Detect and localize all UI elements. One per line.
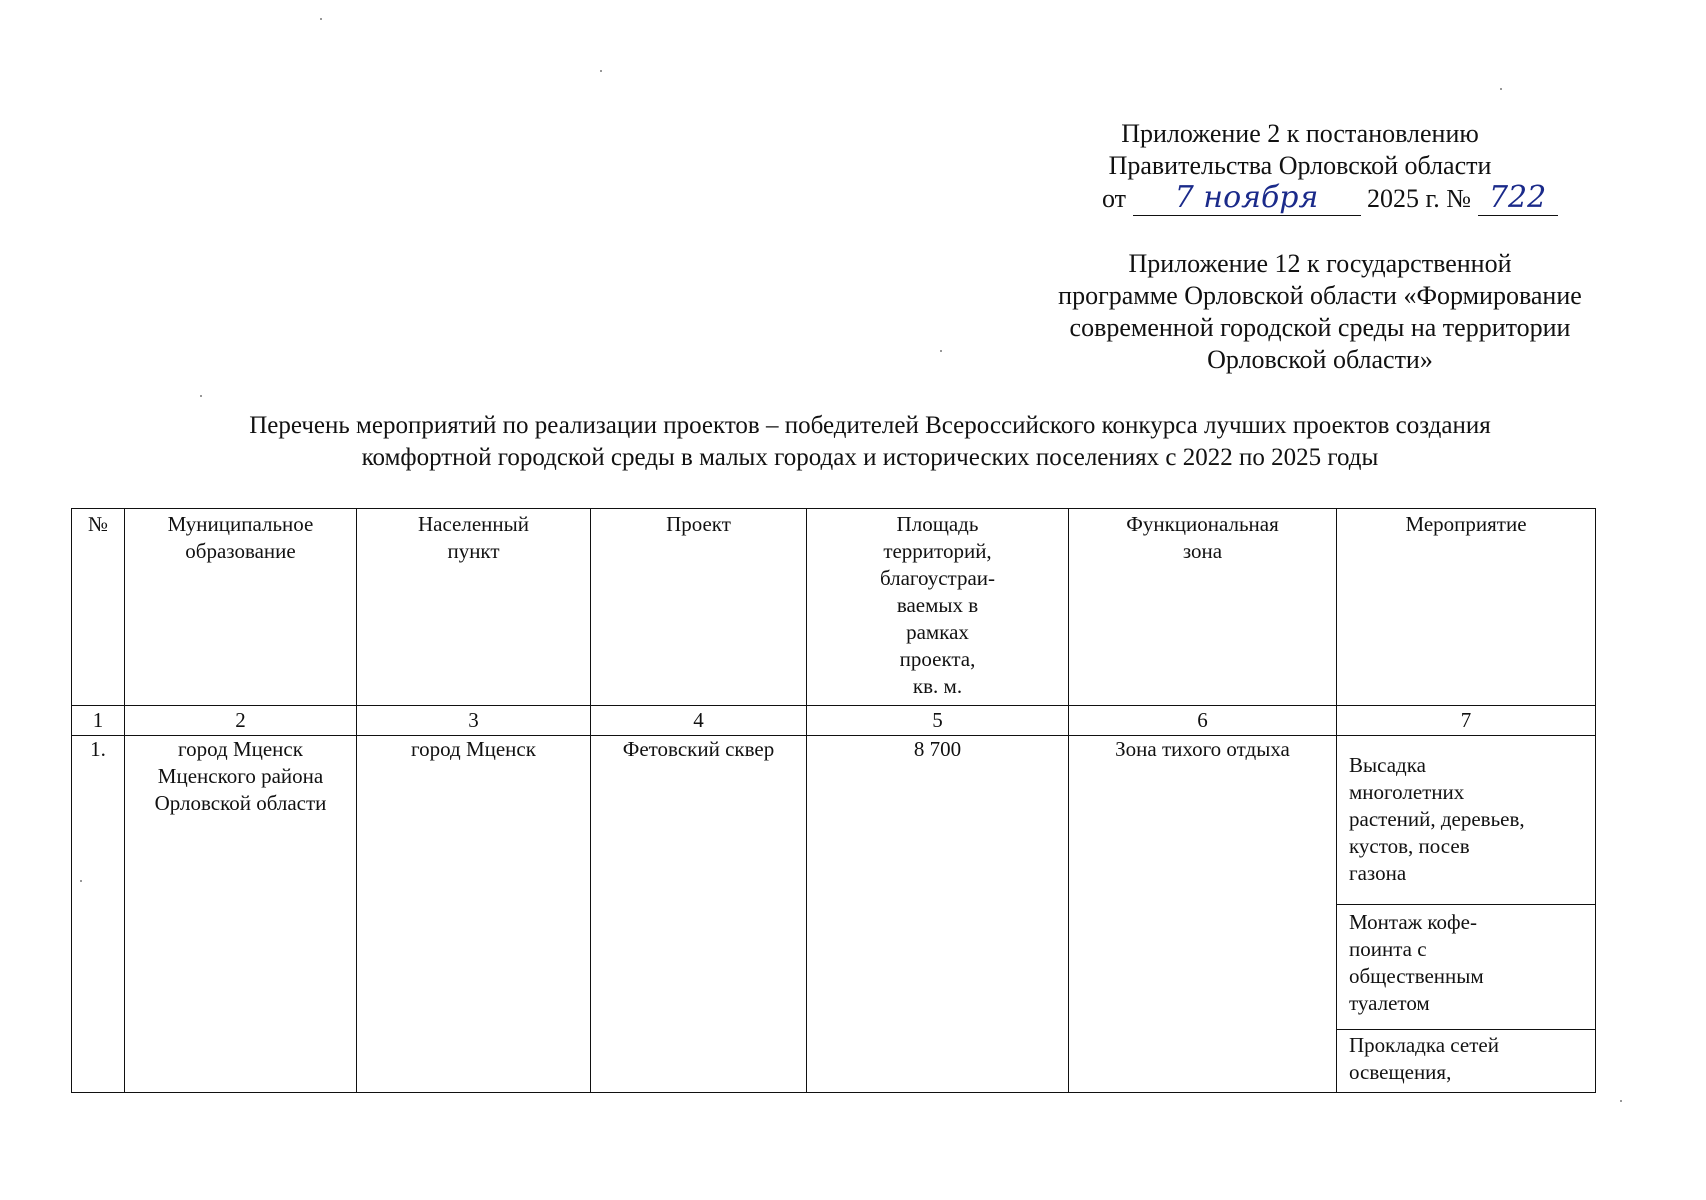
scan-speck bbox=[80, 880, 82, 882]
scan-speck bbox=[940, 350, 942, 352]
column-number: 5 bbox=[807, 706, 1069, 736]
column-number: 2 bbox=[125, 706, 357, 736]
handwritten-date: 7 ноября bbox=[1174, 180, 1319, 215]
appendix12-line3: современной городской среды на территории bbox=[1069, 313, 1571, 342]
header-zone: Функциональная зона bbox=[1069, 509, 1337, 706]
header-settlement: Населенный пункт bbox=[357, 509, 591, 706]
appendix2-date-line bbox=[1080, 180, 1547, 216]
header-activity: Мероприятие bbox=[1337, 509, 1596, 706]
row-settlement: город Мценск bbox=[357, 736, 591, 1093]
document-title bbox=[140, 410, 1600, 474]
row-municipality: город Мценск Мценского района Орловской области bbox=[125, 736, 357, 1093]
scan-speck bbox=[600, 70, 602, 72]
scan-speck bbox=[1620, 1100, 1622, 1102]
appendix2-line1: Приложение 2 к постановлению bbox=[1121, 119, 1479, 148]
table-header-row bbox=[72, 509, 1596, 706]
header-num: № bbox=[72, 509, 125, 706]
header-area: Площадь территорий, благоустраи- ваемых в рамках проекта, кв. м. bbox=[807, 509, 1069, 706]
column-number-row bbox=[72, 706, 1596, 736]
appendix12-line2: программе Орловской области «Формирование bbox=[1058, 281, 1582, 310]
appendix12-line4: Орловской области» bbox=[1207, 345, 1433, 374]
activity-planting: Высадка многолетних растений, деревьев, кустов, посев газона bbox=[1337, 736, 1596, 905]
activity-lighting: Прокладка сетей освещения, bbox=[1337, 1030, 1596, 1093]
column-number: 1 bbox=[72, 706, 125, 736]
row-num: 1. bbox=[72, 736, 125, 1093]
row-area: 8 700 bbox=[807, 736, 1069, 1093]
activity-coffee-point: Монтаж кофе- поинта с общественным туалетом bbox=[1337, 905, 1596, 1030]
appendix12-line1: Приложение 12 к государственной bbox=[1128, 249, 1512, 278]
document-title-line1: Перечень мероприятий по реализации проектов – победителей Всероссийского конкурса лучших проектов создания bbox=[249, 412, 1491, 439]
header-project: Проект bbox=[591, 509, 807, 706]
handwritten-number: 722 bbox=[1488, 180, 1547, 215]
column-number: 6 bbox=[1069, 706, 1337, 736]
scan-speck bbox=[320, 18, 322, 20]
document-title-line2: комфортной городской среды в малых городах и исторических поселениях с 2022 по 2025 годы bbox=[361, 444, 1379, 471]
column-number: 7 bbox=[1337, 706, 1596, 736]
column-number: 4 bbox=[591, 706, 807, 736]
header-municipality: Муниципальное образование bbox=[125, 509, 357, 706]
row-project: Фетовский сквер bbox=[591, 736, 807, 1093]
column-number: 3 bbox=[357, 706, 591, 736]
year-number-label: 2025 г. № bbox=[1367, 184, 1472, 213]
activities-table bbox=[71, 508, 1596, 1093]
appendix2-line2: Правительства Орловской области bbox=[1108, 151, 1492, 180]
scan-speck bbox=[200, 395, 202, 397]
appendix12-block bbox=[1010, 248, 1630, 376]
scan-speck bbox=[1500, 88, 1502, 90]
row-zone: Зона тихого отдыха bbox=[1069, 736, 1337, 1093]
from-label: от bbox=[1102, 184, 1127, 213]
table-row bbox=[72, 736, 1596, 905]
appendix2-block bbox=[1080, 118, 1547, 216]
